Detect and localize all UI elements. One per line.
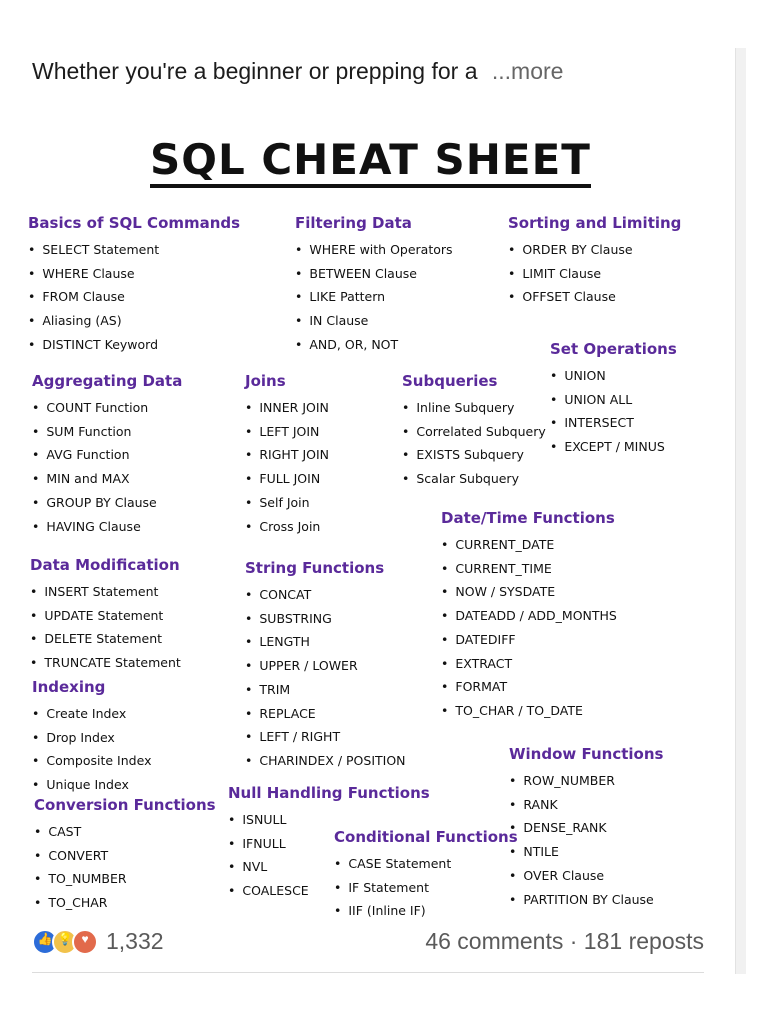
section-heading: Null Handling Functions	[228, 784, 430, 802]
list-item: • COUNT Function	[32, 396, 182, 420]
list-item: • RANK	[509, 793, 663, 817]
list-item: • ORDER BY Clause	[508, 238, 681, 262]
section-indexing	[32, 678, 151, 797]
section-heading: Date/Time Functions	[441, 509, 615, 527]
list-item: • SELECT Statement	[28, 238, 240, 262]
list-item: • NOW / SYSDATE	[441, 580, 617, 604]
list-item: • SUM Function	[32, 420, 182, 444]
list-item: • AND, OR, NOT	[295, 333, 453, 357]
list-item: • ISNULL	[228, 808, 430, 832]
list-item: • TRIM	[245, 678, 406, 702]
list-item: • INNER JOIN	[245, 396, 329, 420]
section-list	[32, 396, 182, 538]
list-item: • OFFSET Clause	[508, 285, 681, 309]
list-item: • FULL JOIN	[245, 467, 329, 491]
scrollbar[interactable]	[735, 48, 746, 974]
see-more-link[interactable]: ...more	[491, 58, 564, 84]
list-item: • CONVERT	[34, 844, 216, 868]
section-window-functions	[509, 745, 663, 911]
section-heading: Indexing	[32, 678, 106, 696]
list-item: • CASE Statement	[334, 852, 518, 876]
section-heading: Joins	[245, 372, 286, 390]
insightful-icon: 💡	[52, 929, 78, 955]
reaction-count[interactable]: 1,332	[106, 928, 164, 954]
section-list	[28, 238, 240, 357]
section-list	[334, 852, 518, 923]
list-item: • LEFT JOIN	[245, 420, 329, 444]
list-item: • INSERT Statement	[30, 580, 181, 604]
section-list	[245, 583, 406, 773]
list-item: • Aliasing (AS)	[28, 309, 240, 333]
list-item: • SUBSTRING	[245, 607, 406, 631]
section-heading: Basics of SQL Commands	[28, 214, 241, 232]
list-item: • NVL	[228, 855, 430, 879]
section-list	[245, 396, 329, 538]
reactions[interactable]	[32, 928, 164, 955]
list-item: • ROW_NUMBER	[509, 769, 663, 793]
list-item: • DATEDIFF	[441, 628, 617, 652]
divider	[32, 972, 704, 973]
list-item: • REPLACE	[245, 702, 406, 726]
list-item: • Composite Index	[32, 749, 151, 773]
list-item: • LEFT / RIGHT	[245, 725, 406, 749]
list-item: • IFNULL	[228, 832, 430, 856]
list-item: • Cross Join	[245, 515, 329, 539]
list-item: • TO_CHAR	[34, 891, 216, 915]
section-string-functions	[245, 559, 406, 773]
list-item: • RIGHT JOIN	[245, 443, 329, 467]
list-item: • DENSE_RANK	[509, 816, 663, 840]
section-list	[30, 580, 181, 675]
list-item: • AVG Function	[32, 443, 182, 467]
comments-reposts[interactable]: 46 comments · 181 reposts	[425, 928, 704, 954]
list-item: • PARTITION BY Clause	[509, 888, 663, 912]
cheat-sheet-image[interactable]	[20, 124, 732, 924]
list-item: • LIMIT Clause	[508, 262, 681, 286]
list-item: • EXISTS Subquery	[402, 443, 546, 467]
list-item: • UNION	[550, 364, 677, 388]
section-date-time-functions	[441, 509, 617, 723]
list-item: • EXCEPT / MINUS	[550, 435, 677, 459]
list-item: • CHARINDEX / POSITION	[245, 749, 406, 773]
section-heading: Filtering Data	[295, 214, 412, 232]
section-heading: Aggregating Data	[32, 372, 183, 390]
section-conversion-functions	[34, 796, 216, 915]
section-heading: Conversion Functions	[34, 796, 216, 814]
like-icon: 👍	[32, 929, 58, 955]
list-item: • BETWEEN Clause	[295, 262, 453, 286]
list-item: • TO_NUMBER	[34, 867, 216, 891]
list-item: • EXTRACT	[441, 652, 617, 676]
section-list	[295, 238, 453, 357]
section-list	[550, 364, 677, 459]
post-footer	[32, 928, 704, 958]
list-item: • DISTINCT Keyword	[28, 333, 240, 357]
list-item: • UPPER / LOWER	[245, 654, 406, 678]
post-body-text: Whether you're a beginner or prepping for a	[32, 58, 478, 84]
section-conditional-functions	[334, 828, 518, 923]
list-item: • LENGTH	[245, 630, 406, 654]
list-item: • OVER Clause	[509, 864, 663, 888]
section-heading: String Functions	[245, 559, 385, 577]
list-item: • INTERSECT	[550, 411, 677, 435]
list-item: • Unique Index	[32, 773, 151, 797]
section-joins	[245, 372, 329, 538]
post-text	[32, 58, 563, 85]
list-item: • Create Index	[32, 702, 151, 726]
list-item: • Correlated Subquery	[402, 420, 546, 444]
list-item: • UPDATE Statement	[30, 604, 181, 628]
section-heading: Subqueries	[402, 372, 498, 390]
list-item: • MIN and MAX	[32, 467, 182, 491]
list-item: • Inline Subquery	[402, 396, 546, 420]
list-item: • Self Join	[245, 491, 329, 515]
list-item: • DELETE Statement	[30, 627, 181, 651]
section-heading: Window Functions	[509, 745, 664, 763]
list-item: • GROUP BY Clause	[32, 491, 182, 515]
list-item: • WHERE Clause	[28, 262, 240, 286]
section-list	[34, 820, 216, 915]
list-item: • IIF (Inline IF)	[334, 899, 518, 923]
section-list	[402, 396, 546, 491]
section-list	[32, 702, 151, 797]
sheet-title: SQL CHEAT SHEET	[150, 136, 591, 188]
section-list	[509, 769, 663, 911]
section-data-modification	[30, 556, 181, 675]
section-filtering-data	[295, 214, 453, 357]
list-item: • CONCAT	[245, 583, 406, 607]
section-sorting-and-limiting	[508, 214, 681, 309]
list-item: • TO_CHAR / TO_DATE	[441, 699, 617, 723]
list-item: • CURRENT_TIME	[441, 557, 617, 581]
list-item: • COALESCE	[228, 879, 430, 903]
list-item: • LIKE Pattern	[295, 285, 453, 309]
list-item: • NTILE	[509, 840, 663, 864]
list-item: • Drop Index	[32, 726, 151, 750]
section-heading: Set Operations	[550, 340, 677, 358]
list-item: • WHERE with Operators	[295, 238, 453, 262]
section-heading: Conditional Functions	[334, 828, 518, 846]
list-item: • DATEADD / ADD_MONTHS	[441, 604, 617, 628]
list-item: • CURRENT_DATE	[441, 533, 617, 557]
list-item: • CAST	[34, 820, 216, 844]
list-item: • IN Clause	[295, 309, 453, 333]
list-item: • FROM Clause	[28, 285, 240, 309]
list-item: • HAVING Clause	[32, 515, 182, 539]
list-item: • TRUNCATE Statement	[30, 651, 181, 675]
section-list	[508, 238, 681, 309]
list-item: • Scalar Subquery	[402, 467, 546, 491]
list-item: • FORMAT	[441, 675, 617, 699]
section-set-operations	[550, 340, 677, 459]
love-icon: ♥	[72, 929, 98, 955]
section-subqueries	[402, 372, 546, 491]
section-heading: Sorting and Limiting	[508, 214, 682, 232]
section-list	[441, 533, 617, 723]
section-basics-of-sql-commands	[28, 214, 240, 357]
list-item: • IF Statement	[334, 876, 518, 900]
section-aggregating-data	[32, 372, 182, 538]
section-heading: Data Modification	[30, 556, 180, 574]
list-item: • UNION ALL	[550, 388, 677, 412]
